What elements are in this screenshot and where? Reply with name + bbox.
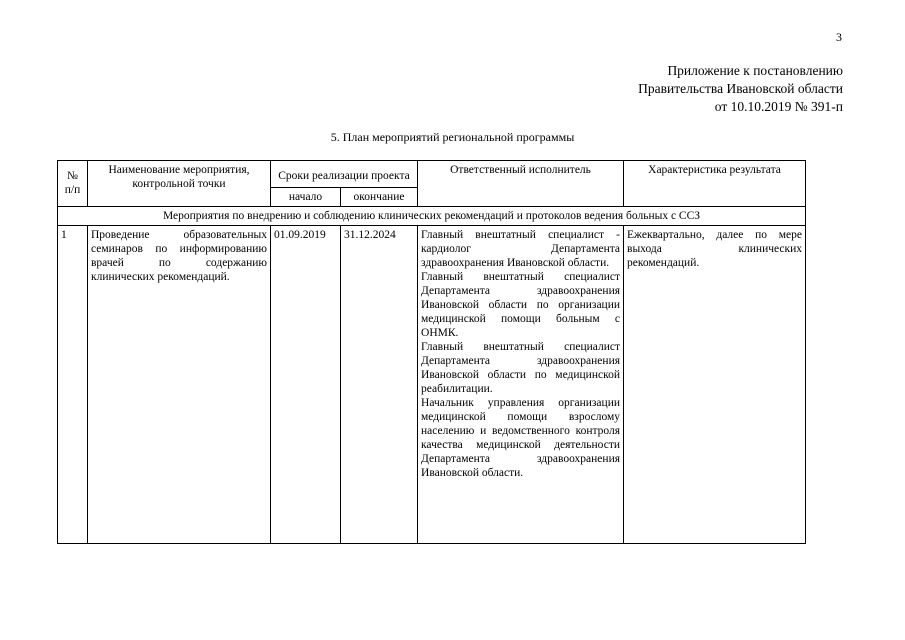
- page-number: 3: [836, 30, 842, 44]
- row-result: Ежеквартально, далее по мере выхода клинических рекомендаций.: [624, 226, 806, 544]
- header-num: № п/п: [58, 161, 88, 207]
- row-start: 01.09.2019: [271, 226, 341, 544]
- row-end: 31.12.2024: [341, 226, 418, 544]
- responsible-item: Главный внештатный специалист - кардиолог Департамента здравоохранения Ивановской области.: [421, 229, 621, 269]
- row-responsible: [418, 226, 624, 544]
- appendix-line-1: Приложение к постановлению: [667, 63, 843, 78]
- responsible-item: Главный внештатный специалист Департамента здравоохранения Ивановской области по медицинской реабилитации.: [421, 341, 621, 395]
- responsible-item: Начальник управления организации медицинской помощи взрослому населению и ведомственного контроля качества медицинской деятельности Департамента здравоохранения Ивановской области.: [421, 397, 621, 479]
- header-start: начало: [271, 188, 341, 207]
- row-name: Проведение образовательных семинаров по информированию врачей по содержанию клинических рекомендаций.: [88, 226, 271, 544]
- header-responsible: Ответственный исполнитель: [418, 161, 624, 207]
- appendix-line-2: Правительства Ивановской области: [638, 81, 843, 96]
- section-title: 5. План мероприятий региональной программы: [330, 130, 575, 144]
- plan-table: [57, 160, 806, 544]
- header-period: Сроки реализации проекта: [271, 161, 418, 188]
- row-num: 1: [58, 226, 88, 544]
- header-result: Характеристика результата: [624, 161, 806, 207]
- header-end: окончание: [341, 188, 418, 207]
- header-row: [58, 161, 806, 188]
- header-name: Наименование мероприятия, контрольной точки: [88, 161, 271, 207]
- table-row: [58, 226, 806, 544]
- group-row: [58, 207, 806, 226]
- appendix-line-3: от 10.10.2019 № 391-п: [714, 99, 843, 114]
- appendix-header: [638, 62, 843, 116]
- group-title: Мероприятия по внедрению и соблюдению клинических рекомендаций и протоколов ведения больных с ССЗ: [58, 207, 806, 226]
- responsible-item: Главный внештатный специалист Департамента здравоохранения Ивановской области по организации медицинской помощи больным с ОНМК.: [421, 271, 621, 339]
